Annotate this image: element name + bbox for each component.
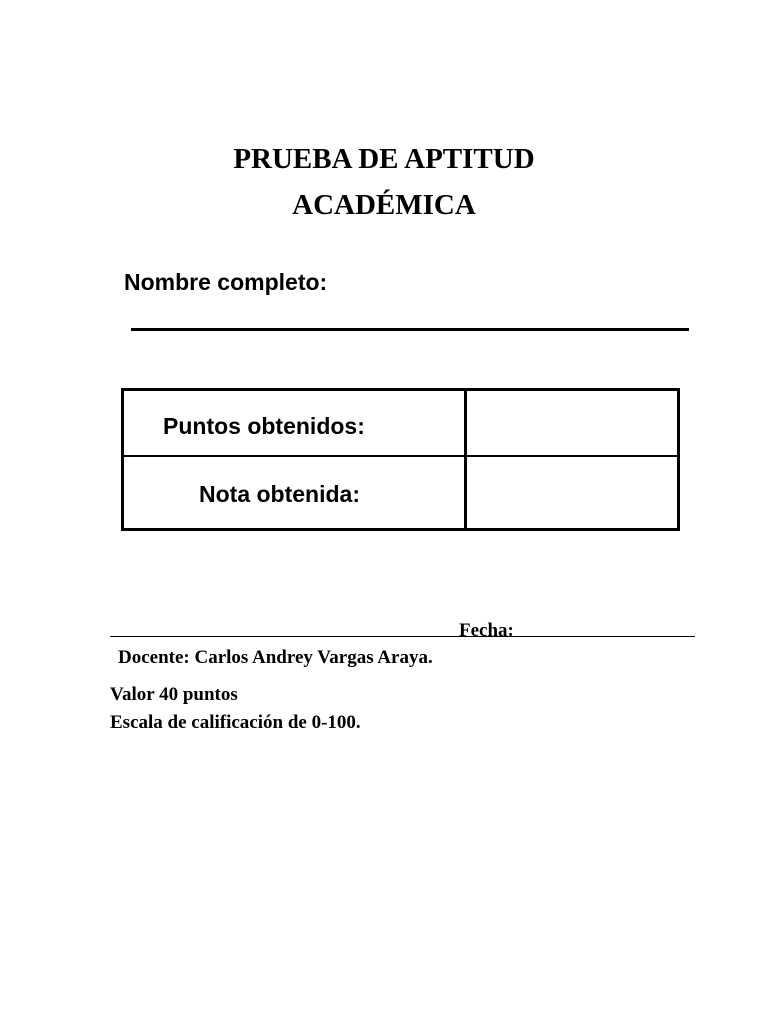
points-value-field[interactable]: [468, 391, 677, 455]
score-row-points: [124, 391, 677, 457]
teacher-name: Docente: Carlos Andrey Vargas Araya.: [118, 647, 433, 668]
date-label: Fecha:: [459, 620, 514, 641]
points-label: Puntos obtenidos:: [163, 413, 365, 439]
grading-scale: Escala de calificación de 0-100.: [110, 712, 361, 733]
page-title: [0, 136, 768, 228]
title-line-2: ACADÉMICA: [292, 189, 476, 221]
test-value: Valor 40 puntos: [110, 684, 238, 705]
score-row-grade: [124, 457, 677, 528]
date-line[interactable]: [110, 636, 695, 637]
score-table: [121, 388, 680, 531]
grade-value-field[interactable]: [468, 457, 677, 528]
grade-label: Nota obtenida:: [199, 481, 360, 507]
name-field[interactable]: [131, 328, 689, 331]
title-line-1: PRUEBA DE APTITUD: [233, 143, 535, 175]
name-label: Nombre completo:: [124, 269, 328, 295]
